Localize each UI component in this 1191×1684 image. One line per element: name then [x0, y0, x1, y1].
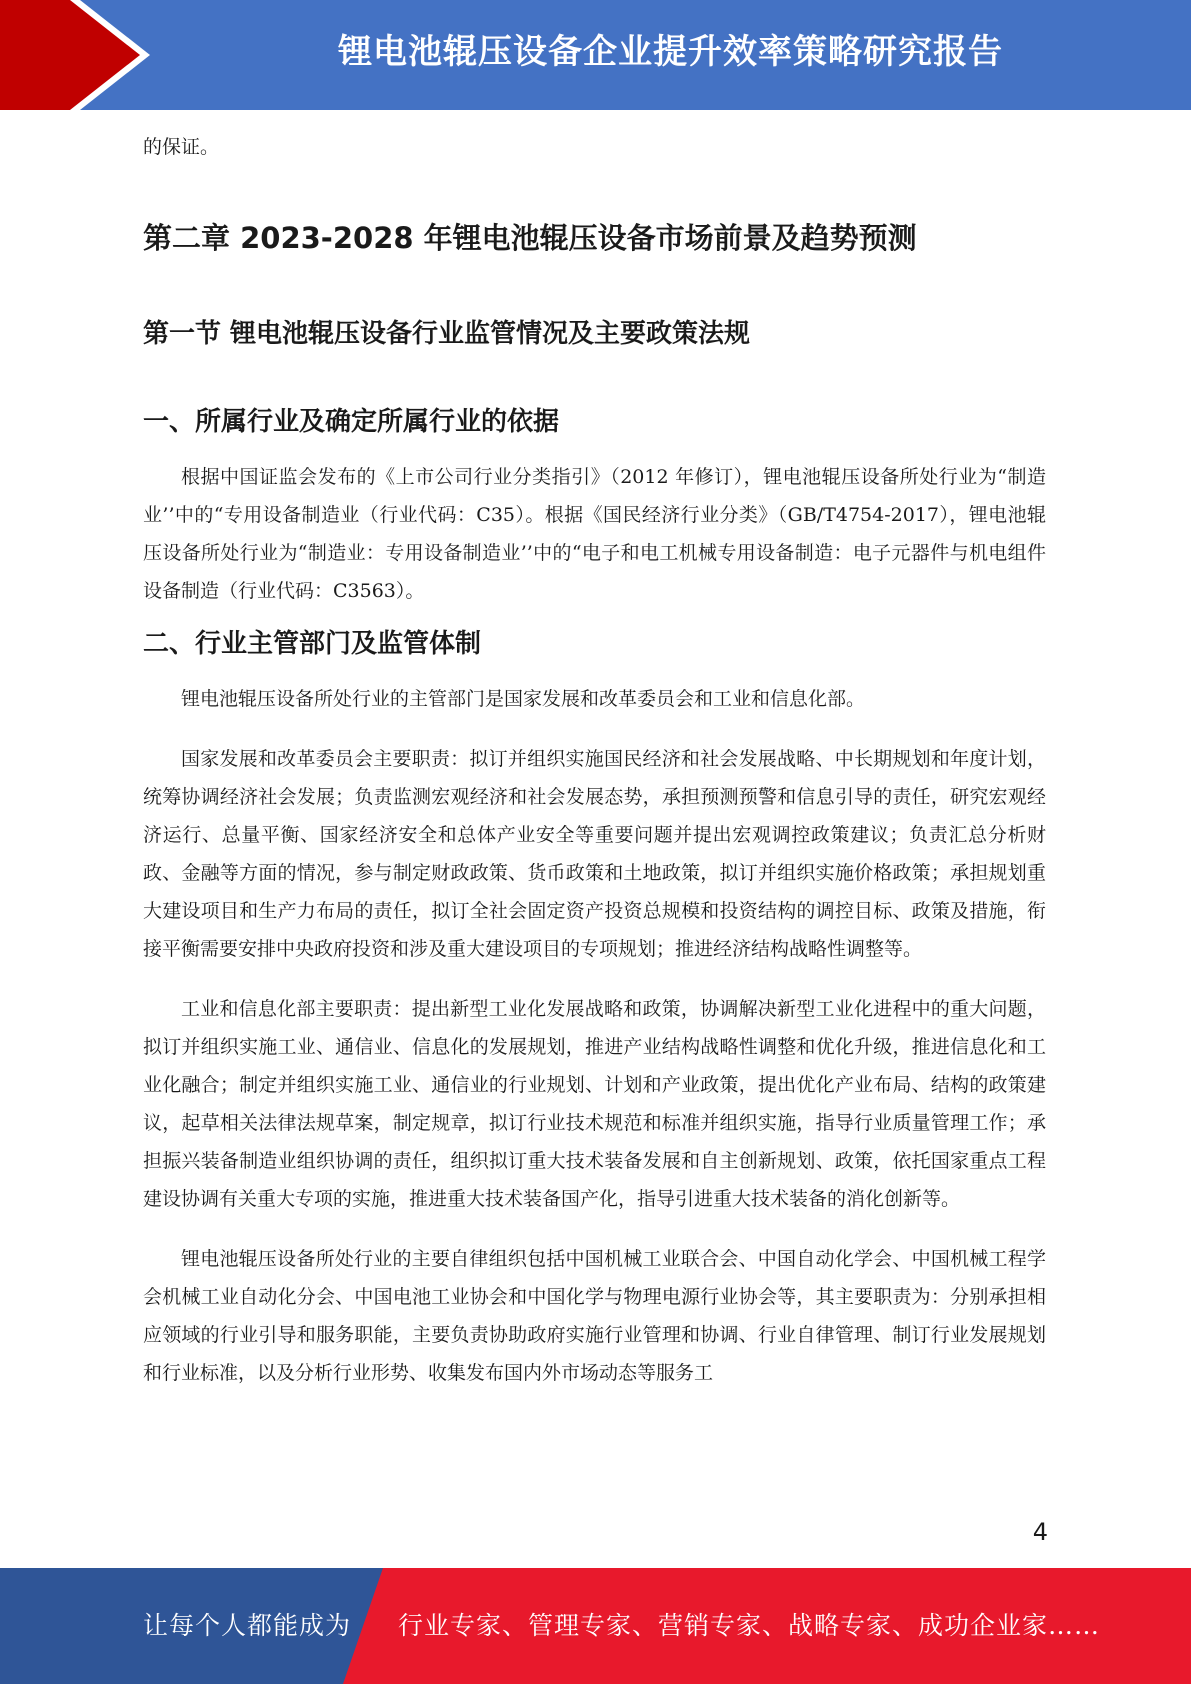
subsection-2-title: 二、行业主管部门及监管体制 — [143, 629, 482, 659]
section-title: 第一节 锂电池辊压设备行业监管情况及主要政策法规 — [143, 319, 751, 349]
footer-slogan-right: 行业专家、管理专家、营销专家、战略专家、成功企业家…… — [398, 1611, 1101, 1640]
continuation-text: 的保证。 — [143, 136, 220, 158]
paragraph-ndrc-duties: 国家发展和改革委员会主要职责：拟订并组织实施国民经济和社会发展战略、中长期规划和年度计划，统筹协调经济社会发展；负责监测宏观经济和社会发展态势，承担预测预警和信息引导的责任，研究宏观经济运行、总量平衡、国家经济安全和总体产业安全等重要问题并提出宏观调控政策建议；负责汇总分析财政、金融等方面的情况，参与制定财政政策、货币政策和土地政策，拟订并组织实施价格政策；承担规划重大建设项目和生产力布局的责任，拟订全社会固定资产投资总规模和投资结构的调控目标、政策及措施，衔接平衡需要安排中央政府投资和涉及重大建设项目的专项规划；推进经济结构战略性调整等。 — [143, 748, 1046, 960]
footer-banner — [0, 1568, 1191, 1684]
paragraph-miit-duties: 工业和信息化部主要职责：提出新型工业化发展战略和政策，协调解决新型工业化进程中的重大问题，拟订并组织实施工业、通信业、信息化的发展规划，推进产业结构战略性调整和优化升级，推进信息化和工业化融合；制定并组织实施工业、通信业的行业规划、计划和产业政策，提出优化产业布局、结构的政策建议，起草相关法律法规草案，制定规章，拟订行业技术规范和标准并组织实施，指导行业质量管理工作；承担振兴装备制造业组织协调的责任，组织拟订重大技术装备发展和自主创新规划、政策，依托国家重点工程建设协调有关重大专项的实施，推进重大技术装备国产化，指导引进重大技术装备的消化创新等。 — [143, 998, 1046, 1210]
subsection-1-title: 一、所属行业及确定所属行业的依据 — [143, 407, 560, 437]
page-content — [143, 128, 1046, 1392]
paragraph-self-regulatory-orgs: 锂电池辊压设备所处行业的主要自律组织包括中国机械工业联合会、中国自动化学会、中国机械工程学会机械工业自动化分会、中国电池工业协会和中国化学与物理电源行业协会等，其主要职责为：分别承担相应领域的行业引导和服务职能，主要负责协助政府实施行业管理和协调、行业自律管理、制订行业发展规划和行业标准，以及分析行业形势、收集发布国内外市场动态等服务工 — [143, 1248, 1046, 1384]
paragraph-regulators: 锂电池辊压设备所处行业的主管部门是国家发展和改革委员会和工业和信息化部。 — [181, 688, 866, 710]
header-banner — [0, 0, 1191, 110]
report-title: 锂电池辊压设备企业提升效率策略研究报告 — [338, 32, 1003, 72]
chapter-title: 第二章 2023-2028 年锂电池辊压设备市场前景及趋势预测 — [143, 221, 917, 255]
footer-slogan-left: 让每个人都能成为 — [143, 1611, 352, 1640]
page-number: 4 — [1032, 1518, 1048, 1546]
subsection-1-paragraph: 根据中国证监会发布的《上市公司行业分类指引》（2012 年修订），锂电池辊压设备所处行业为“制造业’’中的“专用设备制造业（行业代码：C35）。根据《国民经济行业分类》（GB/T4754-2017），锂电池辊压设备所处行业为“制造业：专用设备制造业’’中的“电子和电工机械专用设备制造：电子元器件与机电组件设备制造（行业代码：C3563）。 — [143, 466, 1046, 602]
